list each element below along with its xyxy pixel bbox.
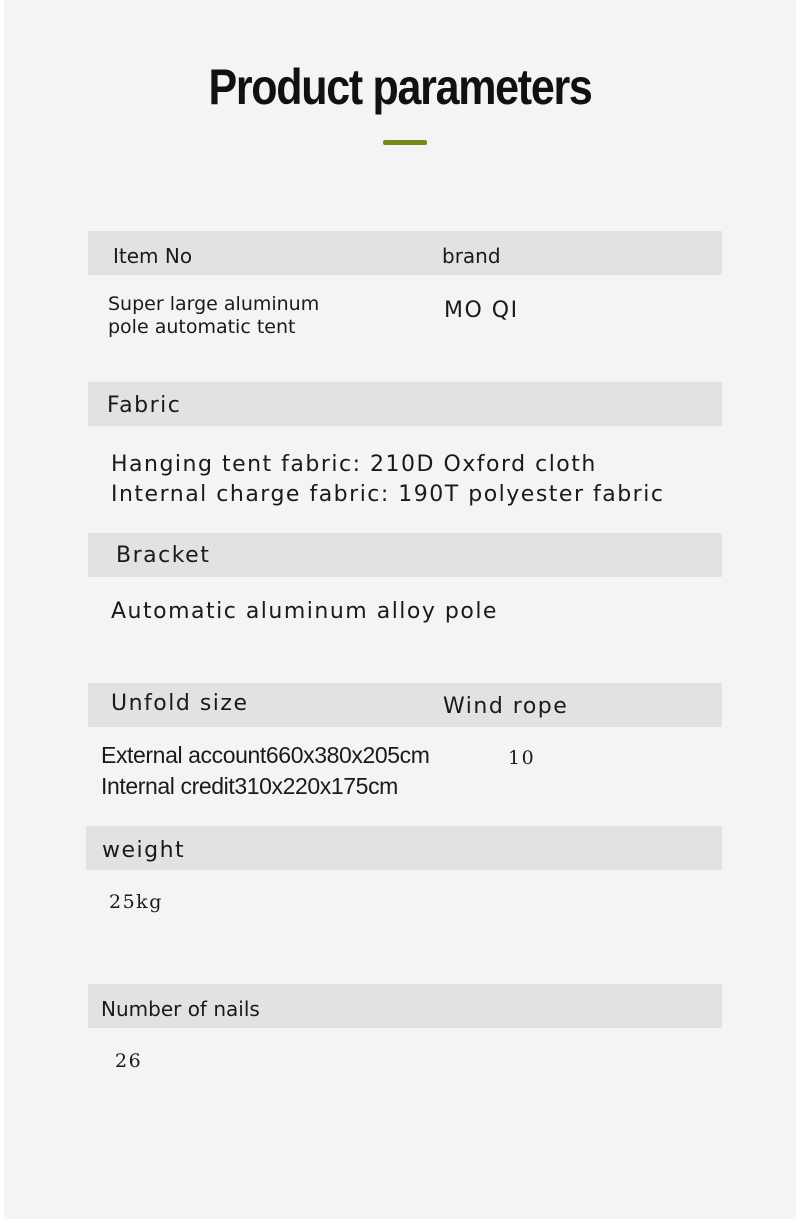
title-underline: [383, 140, 427, 145]
header-band-fabric: [88, 382, 722, 426]
value-weight: 25kg: [109, 891, 163, 913]
value-fabric-line2: Internal charge fabric: 190T polyester fabric: [111, 482, 665, 507]
value-fabric-line1: Hanging tent fabric: 210D Oxford cloth: [111, 452, 597, 477]
label-fabric: Fabric: [107, 393, 182, 418]
label-unfold-size: Unfold size: [111, 691, 249, 716]
label-brand: brand: [442, 244, 501, 268]
value-item-line1: Super large aluminum: [108, 293, 320, 315]
value-brand: MO QI: [444, 298, 519, 323]
value-size-line2: Internal credit310x220x175cm: [101, 773, 398, 799]
value-number-of-nails: 26: [115, 1050, 143, 1072]
label-item-no: Item No: [113, 244, 193, 268]
value-size-line1: External account660x380x205cm: [101, 742, 430, 768]
label-weight: weight: [102, 838, 186, 863]
label-number-of-nails: Number of nails: [101, 997, 260, 1021]
value-wind-rope: 10: [508, 747, 536, 769]
label-bracket: Bracket: [116, 543, 211, 568]
page-title: Product parameters: [208, 59, 592, 115]
label-wind-rope: Wind rope: [443, 694, 569, 719]
value-item-line2: pole automatic tent: [108, 316, 296, 338]
value-bracket: Automatic aluminum alloy pole: [111, 599, 498, 624]
